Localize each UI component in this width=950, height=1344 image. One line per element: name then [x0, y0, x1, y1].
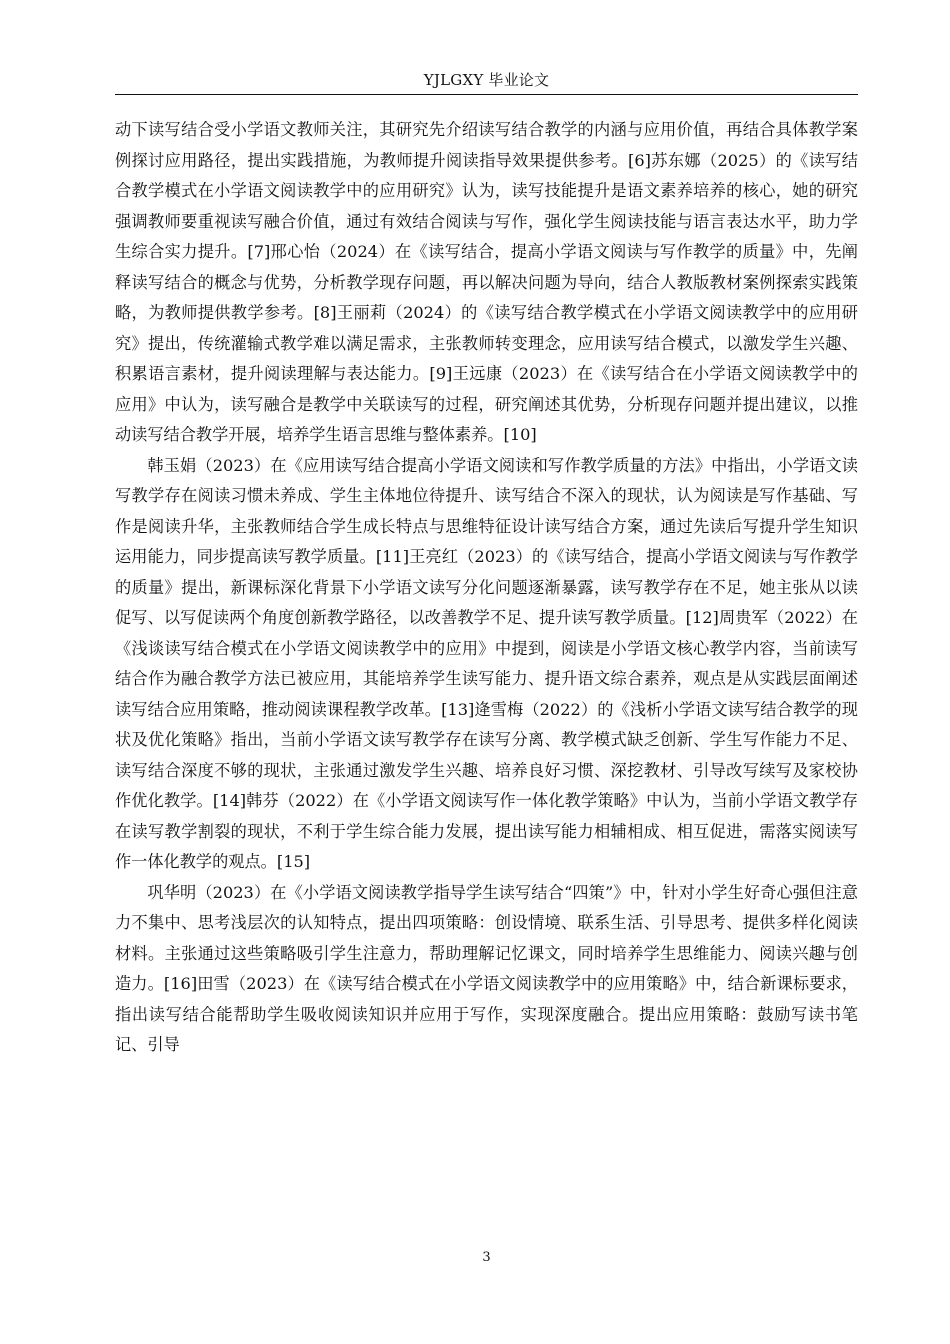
page-number: 3 [482, 1250, 491, 1265]
paragraph: 巩华明（2023）在《小学语文阅读教学指导学生读写结合“四策”》中，针对小学生好奇心强但注意力不集中、思考浅层次的认知特点，提出四项策略：创设情境、联系生活、引导思考、提供多样化阅读材料。主张通过这些策略吸引学生注意力，帮助理解记忆课文，同时培养学生思维能力、阅读兴趣与创造力。[16]田雪（2023）在《读写结合模式在小学语文阅读教学中的应用策略》中，结合新课标要求，指出读写结合能帮助学生吸收阅读知识并应用于写作，实现深度融合。提出应用策略：鼓励写读书笔记、引导 [115, 882, 858, 1054]
body-text [115, 115, 858, 1061]
paragraph-continued: 动下读写结合受小学语文教师关注，其研究先介绍读写结合教学的内涵与应用价值，再结合具体教学案例探讨应用路径，提出实践措施，为教师提升阅读指导效果提供参考。[6]苏东娜（2025）的《读写结合教学模式在小学语文阅读教学中的应用研究》认为，读写技能提升是语文素养培养的核心，她的研究强调教师要重视读写融合价值，通过有效结合阅读与写作，强化学生阅读技能与语言表达水平，助力学生综合实力提升。[7]邢心怡（2024）在《读写结合，提高小学语文阅读与写作教学的质量》中，先阐释读写结合的概念与优势，分析教学现存问题，再以解决问题为导向，结合人教版教材案例探索实践策略，为教师提供教学参考。[8]王丽莉（2024）的《读写结合教学模式在小学语文阅读教学中的应用研究》提出，传统灌输式教学难以满足需求，主张教师转变理念，应用读写结合模式，以激发学生兴趣、积累语言素材，提升阅读理解与表达能力。[9]王远康（2023）在《读写结合在小学语文阅读教学中的应用》中认为，读写融合是教学中关联读写的过程，研究阐述其优势，分析现存问题并提出建议，以推动读写结合教学开展，培养学生语言思维与整体素养。[10] [115, 120, 858, 444]
running-header: YJLGXY 毕业论文 [423, 71, 550, 89]
header-rule [115, 94, 858, 95]
paragraph: 韩玉娟（2023）在《应用读写结合提高小学语文阅读和写作教学质量的方法》中指出，小学语文读写教学存在阅读习惯未养成、学生主体地位待提升、读写结合不深入的现状，认为阅读是写作基础、写作是阅读升华，主张教师结合学生成长特点与思维特征设计读写结合方案，通过先读后写提升学生知识运用能力，同步提高读写教学质量。[11]王亮红（2023）的《读写结合，提高小学语文阅读与写作教学的质量》提出，新课标深化背景下小学语文读写分化问题逐渐暴露，读写教学存在不足，她主张从以读促写、以写促读两个角度创新教学路径，以改善教学不足、提升读写教学质量。[12]周贵军（2022）在《浅谈读写结合模式在小学语文阅读教学中的应用》中提到，阅读是小学语文核心教学内容，当前读写结合作为融合教学方法已被应用，其能培养学生读写能力、提升语文综合素养，观点是从实践层面阐述读写结合应用策略，推动阅读课程教学改革。[13]逄雪梅（2022）的《浅析小学语文读写结合教学的现状及优化策略》指出，当前小学语文读写教学存在读写分离、教学模式缺乏创新、学生写作能力不足、读写结合深度不够的现状，主张通过激发学生兴趣、培养良好习惯、深挖教材、引导改写续写及家校协作优化教学。[14]韩芬（2022）在《小学语文阅读写作一体化教学策略》中认为，当前小学语文教学存在读写教学割裂的现状，不利于学生综合能力发展，提出读写能力相辅相成、相互促进，需落实阅读写作一体化教学的观点。[15] [115, 455, 858, 871]
